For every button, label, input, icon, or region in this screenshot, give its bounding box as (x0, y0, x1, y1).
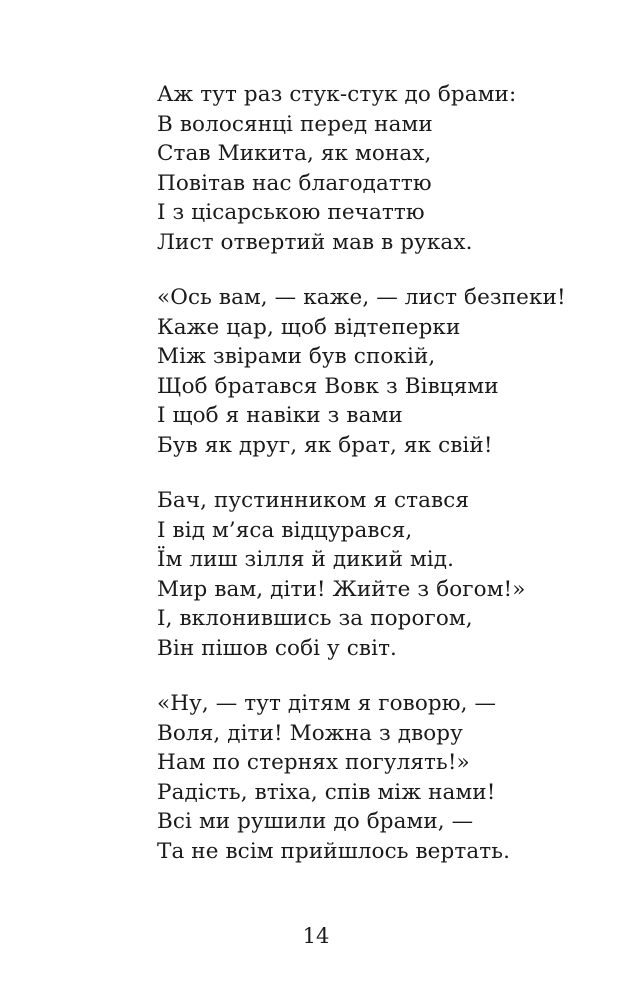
poem-line: В волосянці перед нами (157, 111, 433, 137)
poem-line: Та не всім прийшлось вертать. (157, 838, 511, 864)
stanza-2 (157, 283, 597, 460)
poem-line: Воля, діти! Можна з двору (157, 720, 463, 746)
page-number: 14 (302, 924, 330, 948)
poem-line: І, вклонившись за порогом, (157, 606, 473, 631)
poem-line: І щоб я навіки з вами (157, 403, 403, 428)
poem-line: Між звірами був спокій, (157, 344, 436, 369)
poem-line: Був як друг, як брат, як свій! (157, 432, 493, 458)
poem-line: Всі ми рушили до брами, — (157, 809, 474, 834)
poem-line: Їм лиш зілля й дикий мід. (157, 547, 455, 572)
poem-line: Каже цар, щоб відтеперки (157, 314, 461, 340)
stanza-3 (157, 486, 597, 663)
poem-line: Лист отвертий мав в руках. (157, 229, 473, 255)
poem-line: «Ну, — тут дітям я говорю, — (157, 691, 497, 716)
poem-line: Аж тут раз стук-стук до брами: (157, 82, 517, 107)
poem-line: Щоб братався Вовк з Вівцями (157, 373, 499, 399)
poem-body (157, 80, 597, 892)
poem-line: І від м’яса відцурався, (157, 517, 413, 543)
poem-line: Нам по стернях погулять!» (157, 750, 470, 775)
stanza-1 (157, 80, 597, 257)
poem-line: Радість, втіха, спів між нами! (157, 779, 496, 805)
poem-line: Став Микита, як монах, (157, 141, 432, 166)
poem-line: «Ось вам, — каже, — лист безпеки! (157, 285, 566, 310)
poem-line: Бач, пустинником я стався (157, 488, 470, 513)
stanza-4 (157, 689, 597, 866)
poem-line: І з цісарською печаттю (157, 200, 425, 225)
poem-line: Він пішов собі у світ. (157, 635, 397, 661)
poem-line: Повітав нас благодаттю (157, 170, 432, 196)
poem-line: Мир вам, діти! Жийте з богом!» (157, 576, 526, 602)
